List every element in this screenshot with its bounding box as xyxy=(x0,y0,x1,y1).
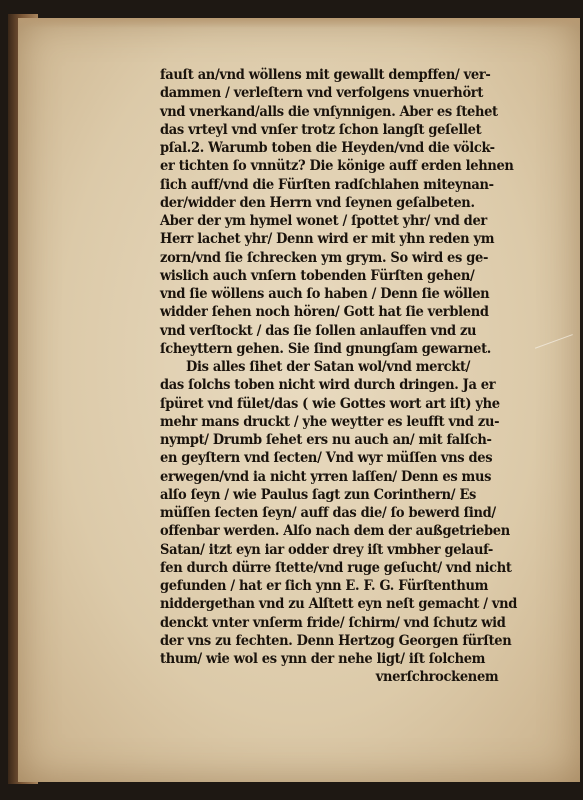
text-line: offenbar werden. Alſo nach dem der außgetrieben xyxy=(160,523,510,540)
text-line: widder ſehen noch hören/ Gott hat ſie verblend xyxy=(160,304,489,321)
page-top-edge xyxy=(18,18,580,28)
text-line: ſich auff/vnd die Fürſten radſchlahen miteynan- xyxy=(160,176,494,193)
text-line: fen durch dürre ſtette/vnd ruge geſucht/ vnd nicht xyxy=(160,559,512,576)
text-line: dammen / verleſtern vnd verfolgens vnuerhört xyxy=(160,85,484,102)
text-line: gefunden / hat er ſich ynn E. F. G. Fürſtenthum xyxy=(160,578,489,594)
text-line: das vrteyl vnd vnſer trotz ſchon langſt geſellet xyxy=(160,121,482,138)
text-line: der/widder den Herrn vnd ſeynen geſalbeten. xyxy=(160,194,475,211)
text-line: vnd vnerkand/alls die vnſynnigen. Aber es ſtehet xyxy=(160,103,498,120)
text-line: Satan/ itzt eyn iar odder drey iſt vmbher gelauf- xyxy=(160,541,493,558)
text-line: er tichten ſo vnnütz? Die könige auff erden lehnen xyxy=(160,158,514,175)
text-line: en geyſtern vnd ſecten/ Vnd wyr müſſen vns des xyxy=(160,450,493,467)
text-line: wislich auch vnſern tobenden Fürſten gehen/ xyxy=(160,267,475,284)
text-line: mehr mans druckt / yhe weytter es leufft vnd zu- xyxy=(160,413,500,430)
text-line: fauſt an/vnd wöllens mit gewallt dempffen/ ver- xyxy=(160,67,491,83)
text-line: vnd ſie wöllens auch ſo haben / Denn ſie wöllen xyxy=(160,286,490,302)
text-line: zorn/vnd ſie ſchrecken ym grym. So wird es ge- xyxy=(160,249,489,266)
text-line: pſal.2. Warumb toben die Heyden/vnd die völck- xyxy=(160,140,495,156)
text-line: nympt/ Drumb ſehet ers nu auch an/ mit falſch- xyxy=(160,432,492,448)
text-line: Herr lachet yhr/ Denn wird er mit yhn reden ym xyxy=(160,231,495,248)
text-line: vnd verſtockt / das ſie ſollen anlauffen vnd zu xyxy=(160,322,477,339)
text-line: alſo ſeyn / wie Paulus ſagt zun Corinthern/ Es xyxy=(160,486,477,503)
text-line: thum/ wie wol es ynn der nehe ligt/ iſt ſolchem xyxy=(160,651,486,667)
text-line: niddergethan vnd zu Alſtett eyn neſt gemacht / vnd xyxy=(160,596,518,613)
paragraph-start-line: Dis alles ſihet der Satan wol/vnd merckt/ xyxy=(186,359,471,375)
text-line: müſſen ſecten ſeyn/ auff das die/ ſo bewerd ſind/ xyxy=(160,505,496,521)
text-line: denckt vnter vnſerm fride/ ſchirm/ vnd ſchutz wid xyxy=(160,614,506,631)
text-line: ſpüret vnd fület/das ( wie Gottes wort art iſt) yhe xyxy=(160,395,500,412)
text-line: ſcheyttern gehen. Sie ſind gnungſam gewarnet. xyxy=(160,340,492,357)
catchword-line: vnerſchrockenem xyxy=(375,669,499,686)
text-block xyxy=(160,66,520,687)
text-line: das ſolchs toben nicht wird durch dringen. Ja er xyxy=(160,377,496,394)
text-line: erwegen/vnd ia nicht yrren laſſen/ Denn es mus xyxy=(160,468,492,485)
text-line: der vns zu fechten. Denn Hertzog Georgen fürſten xyxy=(160,632,512,649)
text-line: Aber der ym hymel wonet / ſpottet yhr/ vnd der xyxy=(160,213,487,229)
